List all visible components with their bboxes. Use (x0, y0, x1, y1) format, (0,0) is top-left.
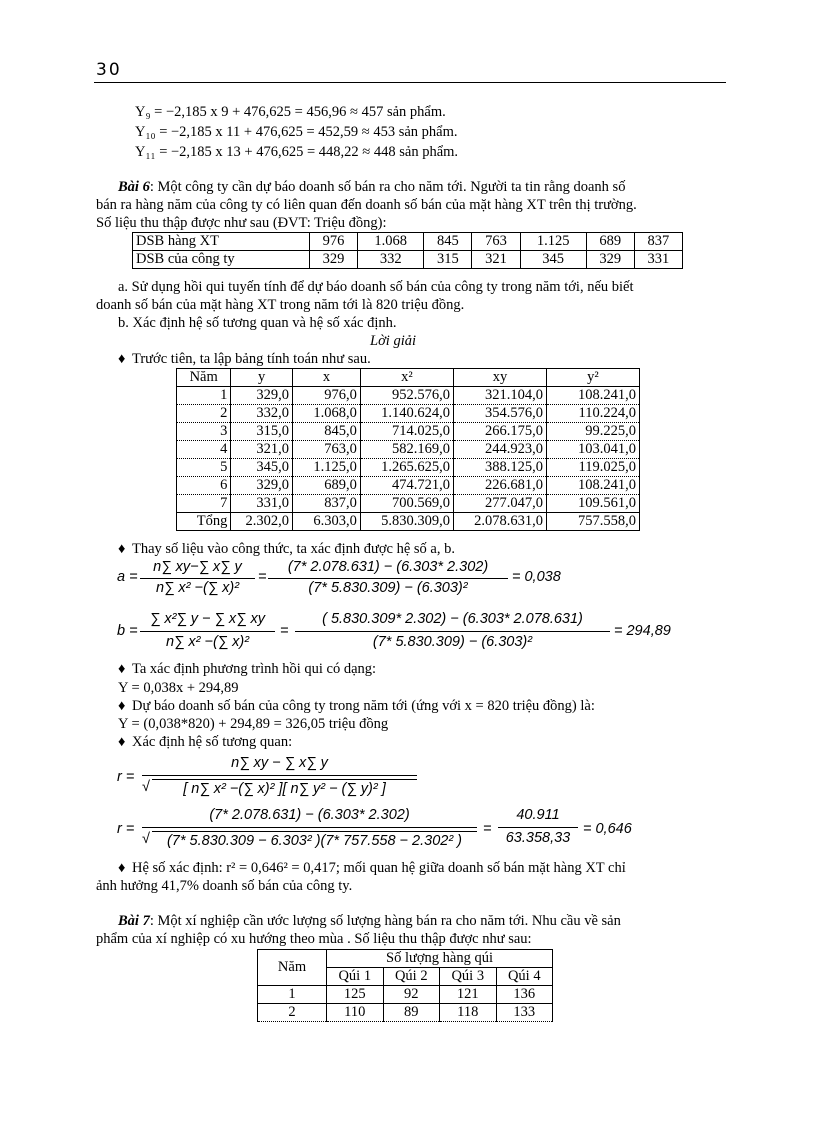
intro-text: : Một công ty cần dự báo doanh số bán ra cho năm tới. Người ta tin rằng doanh số (149, 179, 626, 195)
table-cell: 763 (472, 233, 520, 251)
header-cell: Năm (258, 950, 327, 986)
diamond-bullet-icon: ♦ (118, 698, 126, 714)
table-cell: 125 (327, 986, 384, 1004)
step-label: Thay số liệu vào công thức, ta xác định được hệ số a, b. (132, 541, 455, 557)
fraction-bar (140, 578, 255, 579)
fraction-bar (142, 827, 477, 828)
table-cell: 757.558,0 (546, 513, 639, 531)
exercise-label: Bài 7 (118, 913, 150, 929)
table-cell: 7 (177, 495, 231, 513)
table-cell: 329 (586, 251, 634, 269)
formula-denominator: n∑ x² −(∑ x)² (165, 634, 250, 650)
forecast-line: Y₁₁ = −2,185 x 13 + 476,625 = 448,22 ≈ 448 sản phẩm. (135, 144, 459, 160)
table-cell: 1.140.624,0 (360, 405, 453, 423)
table-cell: 3 (177, 423, 231, 441)
diamond-bullet-icon: ♦ (118, 734, 126, 750)
formula-numerator: 40.911 (516, 807, 560, 823)
row-label: DSB của công ty (133, 251, 310, 269)
question-a: doanh số bán của mặt hàng XT trong năm tới là 820 triệu đồng. (96, 297, 465, 313)
table-cell: 331 (634, 251, 682, 269)
step-label: Hệ số xác định: r² = 0,646² = 0,417; mối quan hệ giữa doanh số bán mặt hàng XT chỉ (132, 860, 626, 876)
table-cell: 345 (520, 251, 586, 269)
step-label: Xác định hệ số tương quan: (132, 734, 293, 750)
page-number: 30 (96, 60, 122, 80)
table-cell: 329,0 (231, 387, 293, 405)
table-cell: 321 (472, 251, 520, 269)
table-row (133, 251, 683, 269)
header-cell: y² (546, 369, 639, 387)
sqrt-bar (152, 831, 477, 832)
formula-numerator: (7* 2.078.631) − (6.303* 2.302) (287, 559, 489, 575)
table-row (177, 495, 640, 513)
sales-data-table (132, 232, 683, 269)
formula-result: = 0,646 (583, 821, 632, 837)
table-cell: 332,0 (231, 405, 293, 423)
formula-lhs: a = (117, 569, 138, 585)
table-cell: 763,0 (293, 441, 361, 459)
forecast-line: Y₉ = −2,185 x 9 + 476,625 = 456,96 ≈ 457 sản phẩm. (135, 104, 446, 120)
table-cell: 2 (258, 1004, 327, 1022)
table-row (258, 986, 553, 1004)
table-cell: 109.561,0 (546, 495, 639, 513)
step-label: Dự báo doanh số bán của công ty trong năm tới (ứng với x = 820 triệu đồng) là: (132, 698, 595, 714)
table-cell: 244.923,0 (453, 441, 546, 459)
exercise-6-intro (118, 179, 625, 196)
header-cell: Qúi 1 (327, 968, 384, 986)
table-cell: 321.104,0 (453, 387, 546, 405)
regression-equation: Y = 0,038x + 294,89 (118, 680, 239, 696)
formula-numerator: n∑ xy − ∑ x∑ y (231, 755, 328, 771)
formula-numerator: ( 5.830.309* 2.302) − (6.303* 2.078.631) (322, 611, 583, 627)
sqrt-icon: √ (142, 779, 150, 795)
table-cell: 2.078.631,0 (453, 513, 546, 531)
table-cell: 837,0 (293, 495, 361, 513)
table-cell: 331,0 (231, 495, 293, 513)
fraction-bar (498, 827, 578, 828)
table-cell: 976,0 (293, 387, 361, 405)
table-row (177, 477, 640, 495)
formula-denominator: (7* 5.830.309) − (6.303)² (308, 580, 468, 596)
header-cell: Số lượng hàng qúi (327, 950, 553, 968)
table-row (177, 387, 640, 405)
table-cell: 329,0 (231, 477, 293, 495)
header-rule (94, 82, 726, 83)
table-cell: 474.721,0 (360, 477, 453, 495)
table-cell: 92 (383, 986, 440, 1004)
quarterly-table (257, 949, 553, 1022)
intro-text: bán ra hàng năm của công ty có liên quan đến doanh số bán của mặt hàng XT trên thị trường. (96, 197, 637, 213)
header-cell: y (231, 369, 293, 387)
table-cell: 136 (496, 986, 553, 1004)
table-cell: 315,0 (231, 423, 293, 441)
step-label: Ta xác định phương trình hồi qui có dạng: (132, 661, 377, 677)
table-cell: 118 (440, 1004, 497, 1022)
table-cell: 2.302,0 (231, 513, 293, 531)
diamond-bullet-icon: ♦ (118, 860, 126, 876)
total-row (177, 513, 640, 531)
table-cell: 1.125 (520, 233, 586, 251)
calculation-table (176, 368, 640, 531)
formula-result: = 294,89 (614, 623, 671, 639)
table-cell: 1.125,0 (293, 459, 361, 477)
header-cell: Năm (177, 369, 231, 387)
table-cell: 837 (634, 233, 682, 251)
formula-denominator: n∑ x² −(∑ x)² (155, 580, 240, 596)
table-cell: 345,0 (231, 459, 293, 477)
question-b: b. Xác định hệ số tương quan và hệ số xác định. (118, 315, 397, 331)
step-text (118, 860, 626, 877)
formula-denominator: [ n∑ x² −(∑ x)² ][ n∑ y² − (∑ y)² ] (183, 781, 386, 797)
table-cell: 4 (177, 441, 231, 459)
table-cell: 99.225,0 (546, 423, 639, 441)
formula-lhs: r = (117, 821, 135, 837)
intro-text: phẩm của xí nghiệp có xu hướng theo mùa . Số liệu thu thập được như sau: (96, 931, 532, 947)
formula-denominator: 63.358,33 (505, 830, 571, 846)
step-text (118, 661, 376, 678)
forecast-line: Y₁₀ = −2,185 x 11 + 476,625 = 452,59 ≈ 453 sản phẩm. (135, 124, 458, 140)
table-cell: 108.241,0 (546, 477, 639, 495)
table-cell: 277.047,0 (453, 495, 546, 513)
table-cell: 714.025,0 (360, 423, 453, 441)
equals-sign: = (483, 821, 492, 837)
row-label: DSB hàng XT (133, 233, 310, 251)
step-text (118, 541, 455, 558)
table-cell: 700.569,0 (360, 495, 453, 513)
formula-denominator: (7* 5.830.309 − 6.303² )(7* 757.558 − 2.302² ) (166, 833, 463, 849)
table-cell: 582.169,0 (360, 441, 453, 459)
formula-numerator: n∑ xy−∑ x∑ y (153, 559, 242, 575)
table-header (177, 369, 640, 387)
header-cell: Qúi 2 (383, 968, 440, 986)
equals-sign: = (258, 569, 267, 585)
formula-numerator: ∑ x²∑ y − ∑ x∑ xy (149, 611, 266, 627)
diamond-bullet-icon: ♦ (118, 351, 126, 367)
diamond-bullet-icon: ♦ (118, 541, 126, 557)
step-text (118, 734, 292, 751)
table-cell: 1 (258, 986, 327, 1004)
table-cell: 952.576,0 (360, 387, 453, 405)
table-cell: 332 (358, 251, 424, 269)
table-cell: 121 (440, 986, 497, 1004)
table-row (177, 459, 640, 477)
table-cell: 321,0 (231, 441, 293, 459)
table-cell: 110 (327, 1004, 384, 1022)
table-cell: 689 (586, 233, 634, 251)
equals-sign: = (280, 623, 289, 639)
table-cell: 315 (424, 251, 472, 269)
table-cell: 689,0 (293, 477, 361, 495)
table-cell: 266.175,0 (453, 423, 546, 441)
question-a: a. Sử dụng hồi qui tuyến tính để dự báo doanh số bán của công ty trong năm tới, nếu biết (118, 279, 634, 295)
formula-lhs: b = (117, 623, 138, 639)
step-label: Trước tiên, ta lập bảng tính toán như sau. (132, 351, 371, 367)
table-row (258, 1004, 553, 1022)
fraction-bar (142, 775, 417, 776)
formula-denominator: (7* 5.830.309) − (6.303)² (372, 634, 533, 650)
diamond-bullet-icon: ♦ (118, 661, 126, 677)
table-cell: 354.576,0 (453, 405, 546, 423)
table-cell: 1.068 (358, 233, 424, 251)
table-row (177, 405, 640, 423)
header-cell: xy (453, 369, 546, 387)
table-cell: 1.265.625,0 (360, 459, 453, 477)
forecast-result: Y = (0,038*820) + 294,89 = 326,05 triệu đồng (118, 716, 389, 732)
step-text: ảnh hưởng 41,7% doanh số bán của công ty. (96, 878, 353, 894)
exercise-7-intro (118, 913, 621, 930)
table-cell: 845,0 (293, 423, 361, 441)
table-cell: 1 (177, 387, 231, 405)
table-cell: 108.241,0 (546, 387, 639, 405)
formula-lhs: r = (117, 769, 135, 785)
fraction-bar (140, 631, 275, 632)
table-cell: 89 (383, 1004, 440, 1022)
table-cell: 1.068,0 (293, 405, 361, 423)
exercise-label: Bài 6 (118, 179, 150, 195)
intro-text: : Một xí nghiệp cần ước lượng số lượng hàng bán ra cho năm tới. Nhu cầu về sản (149, 913, 621, 929)
step-text (118, 351, 371, 368)
table-cell: 110.224,0 (546, 405, 639, 423)
table-cell: 976 (310, 233, 358, 251)
table-cell: 103.041,0 (546, 441, 639, 459)
sqrt-icon: √ (142, 831, 150, 847)
formula-result: = 0,038 (512, 569, 561, 585)
header-cell: Qúi 3 (440, 968, 497, 986)
table-cell: 226.681,0 (453, 477, 546, 495)
table-cell: Tổng (177, 513, 231, 531)
fraction-bar (295, 631, 610, 632)
fraction-bar (268, 578, 508, 579)
table-cell: 133 (496, 1004, 553, 1022)
table-row (177, 423, 640, 441)
table-cell: 2 (177, 405, 231, 423)
table-cell: 6.303,0 (293, 513, 361, 531)
table-cell: 388.125,0 (453, 459, 546, 477)
header-cell: x² (360, 369, 453, 387)
table-cell: 5.830.309,0 (360, 513, 453, 531)
table-row (177, 441, 640, 459)
table-row (133, 233, 683, 251)
header-cell: Qúi 4 (496, 968, 553, 986)
table-cell: 845 (424, 233, 472, 251)
solution-title: Lời giải (370, 333, 417, 349)
table-cell: 119.025,0 (546, 459, 639, 477)
table-cell: 5 (177, 459, 231, 477)
formula-numerator: (7* 2.078.631) − (6.303* 2.302) (209, 807, 410, 823)
step-text (118, 698, 595, 715)
table-cell: 6 (177, 477, 231, 495)
sqrt-bar (152, 779, 417, 780)
header-cell: x (293, 369, 361, 387)
table-cell: 329 (310, 251, 358, 269)
intro-text: Số liệu thu thập được như sau (ĐVT: Triệu đồng): (96, 215, 387, 231)
table-header (258, 950, 553, 968)
